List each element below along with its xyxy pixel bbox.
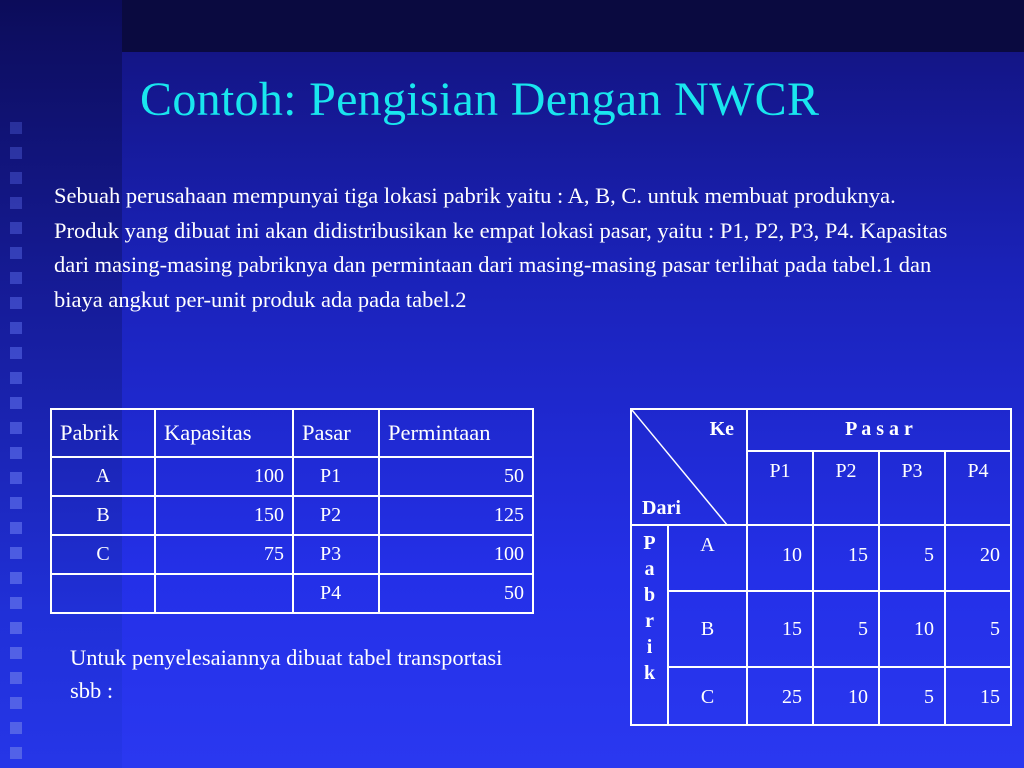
transport-cost-table [630,408,1012,726]
row-group-letter: r [645,610,654,632]
table1-cell-pasar: P3 [293,535,379,574]
table1-cell-pasar: P4 [293,574,379,613]
table2-row-group-label [631,525,668,725]
decor-dot [10,297,22,309]
decor-dot [10,622,22,634]
table1-cell-permintaan: 100 [379,535,533,574]
table1-header-pabrik: Pabrik [51,409,155,457]
decor-dot [10,722,22,734]
decor-dot [10,747,22,759]
table2-cell: 5 [879,525,945,591]
decor-dot [10,197,22,209]
table2-cell: 10 [813,667,879,725]
decor-dot [10,422,22,434]
table2-group-header-pasar: P a s a r [747,409,1011,451]
decor-dot [10,372,22,384]
table1-header-permintaan: Permintaan [379,409,533,457]
row-group-letter: P [643,532,656,554]
decor-dot [10,672,22,684]
intro-paragraph: Sebuah perusahaan mempunyai tiga lokasi pabrik yaitu : A, B, C. untuk membuat produknya. Produk yang dibuat ini akan didistribusikan ke empat lokasi pasar, yaitu : P1, P2, P3, P4. Kapasitas dari masing-masing pabriknya dan permintaan dari masing-masing pasar terlihat pada tabel.1 dan biaya angkut per-unit produk ada pada tabel.2 [54,183,948,312]
decor-dot [10,322,22,334]
table2-cell: 5 [813,591,879,667]
slide-title: Contoh: Pengisian Dengan NWCR [140,73,820,126]
top-decor-band [122,0,1024,52]
decor-dot [10,522,22,534]
row-group-letter: a [644,558,655,580]
table1-cell-kapasitas: 100 [155,457,293,496]
table-row [51,535,533,574]
table2-cell: 10 [879,591,945,667]
decor-dot [10,572,22,584]
capacity-demand-table [50,408,534,614]
table2-col-header: P2 [813,451,879,525]
decor-dot [10,597,22,609]
decor-dot [10,547,22,559]
decor-dot [10,647,22,659]
table1-cell-pabrik: C [51,535,155,574]
table-row [631,591,1011,667]
table-row [51,496,533,535]
table1-cell-pabrik: A [51,457,155,496]
table2-corner-cell [631,409,747,525]
decor-dot [10,147,22,159]
table1-cell-pasar: P2 [293,496,379,535]
table-row [631,525,1011,591]
table1-cell-pasar: P1 [293,457,379,496]
decor-dot [10,222,22,234]
table2-cell: 5 [879,667,945,725]
table1-cell-pabrik: B [51,496,155,535]
table2-cell: 15 [813,525,879,591]
decor-dot [10,447,22,459]
table-row [631,667,1011,725]
table1-cell-pabrik [51,574,155,613]
row-group-letter: i [646,636,653,658]
decor-dot [10,247,22,259]
table1-header-pasar: Pasar [293,409,379,457]
table2-col-header: P3 [879,451,945,525]
table1-header-row [51,409,533,457]
table2-row-label: B [668,591,747,667]
table1-cell-permintaan: 50 [379,457,533,496]
table1-header-kapasitas: Kapasitas [155,409,293,457]
decor-dot [10,272,22,284]
table1-cell-kapasitas: 150 [155,496,293,535]
decor-dot [10,347,22,359]
decor-dot [10,397,22,409]
row-group-letter: b [643,584,656,606]
table2-row-label: A [668,525,747,591]
table1-cell-kapasitas [155,574,293,613]
table1-cell-permintaan: 125 [379,496,533,535]
table2-cell: 15 [747,591,813,667]
table2-top-header-row [631,409,1011,451]
decor-dot [10,497,22,509]
table-row [51,457,533,496]
corner-label-ke: Ke [709,418,734,440]
table1-cell-permintaan: 50 [379,574,533,613]
table2-cell: 10 [747,525,813,591]
table2-col-header: P1 [747,451,813,525]
table1-cell-kapasitas: 75 [155,535,293,574]
table2-cell: 15 [945,667,1011,725]
decor-dot [10,697,22,709]
table2-cell: 25 [747,667,813,725]
table-row [51,574,533,613]
decor-dot [10,472,22,484]
row-group-letter: k [643,662,656,684]
table2-col-header: P4 [945,451,1011,525]
corner-label-dari: Dari [642,497,681,519]
table2-row-label: C [668,667,747,725]
decor-dot [10,172,22,184]
table2-cell: 20 [945,525,1011,591]
table2-cell: 5 [945,591,1011,667]
decor-dot [10,122,22,134]
footer-paragraph: Untuk penyelesaiannya dibuat tabel transportasi sbb : [70,645,503,703]
